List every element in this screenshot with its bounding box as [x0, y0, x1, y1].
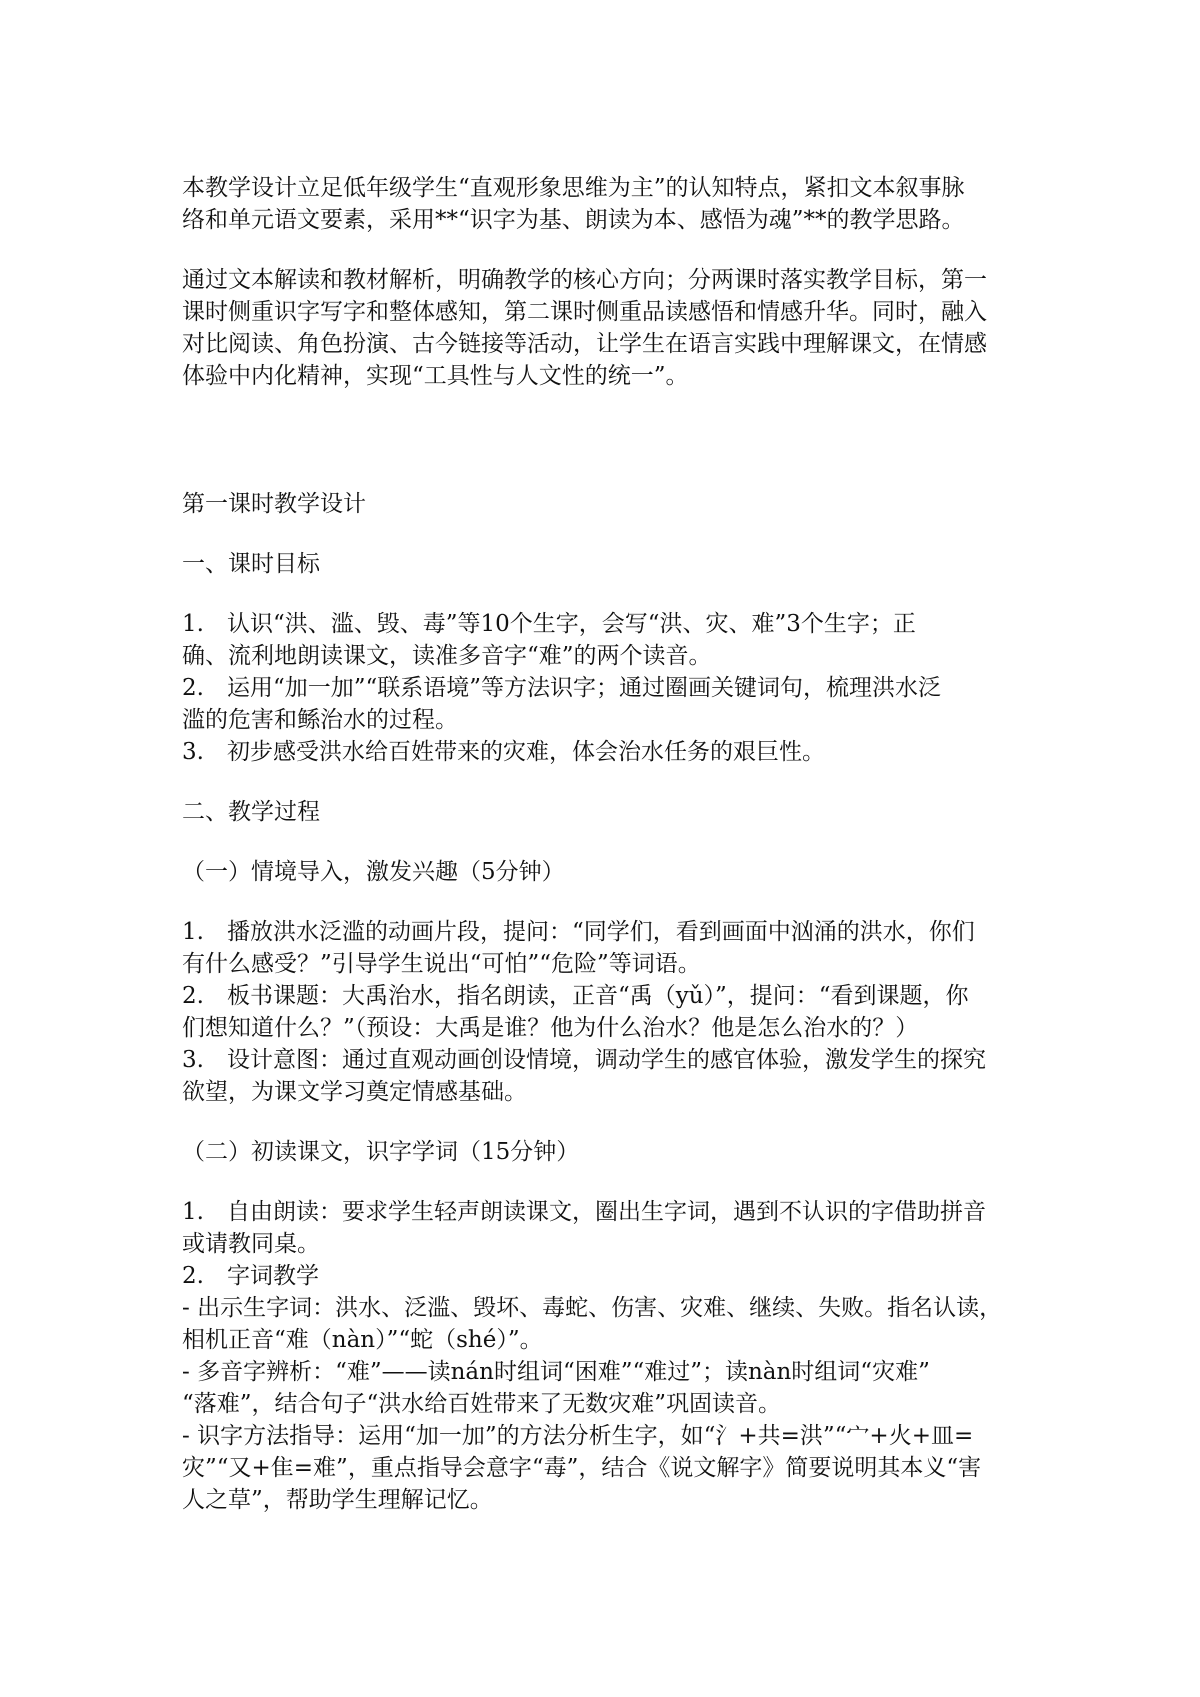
- part1-heading: （一）情境导入，激发兴趣（5分钟）: [182, 859, 565, 885]
- goal-line: 滥的危害和鲧治水的过程。: [182, 707, 458, 733]
- step-line: 相机正音“难（nàn）”“蛇（shé）”。: [182, 1327, 543, 1353]
- step-line: 3. 设计意图：通过直观动画创设情境，调动学生的感官体验，激发学生的探究: [182, 1047, 986, 1073]
- text-line: 络和单元语文要素，采用**“识字为基、朗读为本、感悟为魂”**的教学思路。: [182, 207, 965, 233]
- process-heading: 二、教学过程: [182, 799, 320, 825]
- step-line: 们想知道什么？”（预设：大禹是谁？他为什么治水？他是怎么治水的？）: [182, 1015, 919, 1041]
- text-line: 体验中内化精神，实现“工具性与人文性的统一”。: [182, 363, 689, 389]
- text-line: 对比阅读、角色扮演、古今链接等活动，让学生在语言实践中理解课文，在情感: [182, 331, 987, 357]
- part1-list: [182, 916, 1030, 1108]
- part2-heading: （二）初读课文，识字学词（15分钟）: [182, 1139, 580, 1165]
- step-line: “落难”，结合句子“洪水给百姓带来了无数灾难”巩固读音。: [182, 1391, 782, 1417]
- goal-line: 确、流利地朗读课文，读准多音字“难”的两个读音。: [182, 643, 712, 669]
- goals-heading: 一、课时目标: [182, 551, 320, 577]
- step-line: 或请教同桌。: [182, 1231, 320, 1257]
- step-line: 有什么感受？”引导学生说出“可怕”“危险”等词语。: [182, 951, 701, 977]
- step-line: 灾”“又+隹=难”，重点指导会意字“毒”，结合《说文解字》简要说明其本义“害: [182, 1455, 982, 1481]
- intro-paragraph-2: [182, 264, 1030, 392]
- text-line: 通过文本解读和教材解析，明确教学的核心方向；分两课时落实教学目标，第一: [182, 267, 987, 293]
- intro-paragraph-1: [182, 172, 1030, 236]
- step-line: 欲望，为课文学习奠定情感基础。: [182, 1079, 527, 1105]
- step-line: 1. 自由朗读：要求学生轻声朗读课文，圈出生字词，遇到不认识的字借助拼音: [182, 1199, 986, 1225]
- step-line: - 识字方法指导：运用“加一加”的方法分析生字，如“氵+共=洪”“宀+火+皿=: [182, 1423, 974, 1449]
- step-line: - 出示生字词：洪水、泛滥、毁坏、毒蛇、伤害、灾难、继续、失败。指名认读，: [182, 1295, 1003, 1321]
- text-line: 本教学设计立足低年级学生“直观形象思维为主”的认知特点，紧扣文本叙事脉: [182, 175, 965, 201]
- goal-line: 3. 初步感受洪水给百姓带来的灾难，体会治水任务的艰巨性。: [182, 739, 825, 765]
- step-line: 1. 播放洪水泛滥的动画片段，提问：“同学们，看到画面中汹涌的洪水，你们: [182, 919, 975, 945]
- part2-list: [182, 1196, 1030, 1516]
- document-body: [182, 172, 1030, 1516]
- lesson-title: 第一课时教学设计: [182, 491, 366, 517]
- text-line: 课时侧重识字写字和整体感知，第二课时侧重品读感悟和情感升华。同时，融入: [182, 299, 987, 325]
- goal-line: 2. 运用“加一加”“联系语境”等方法识字；通过圈画关键词句，梳理洪水泛: [182, 675, 941, 701]
- step-line: 2. 字词教学: [182, 1263, 319, 1289]
- step-line: 2. 板书课题：大禹治水，指名朗读，正音“禹（yǔ）”，提问：“看到课题，你: [182, 983, 969, 1009]
- goals-list: [182, 608, 1030, 768]
- step-line: 人之草”，帮助学生理解记忆。: [182, 1487, 493, 1513]
- step-line: - 多音字辨析：“难”——读nán时组词“困难”“难过”；读nàn时组词“灾难”: [182, 1359, 930, 1385]
- goal-line: 1. 认识“洪、滥、毁、毒”等10个生字，会写“洪、灾、难”3个生字；正: [182, 611, 916, 637]
